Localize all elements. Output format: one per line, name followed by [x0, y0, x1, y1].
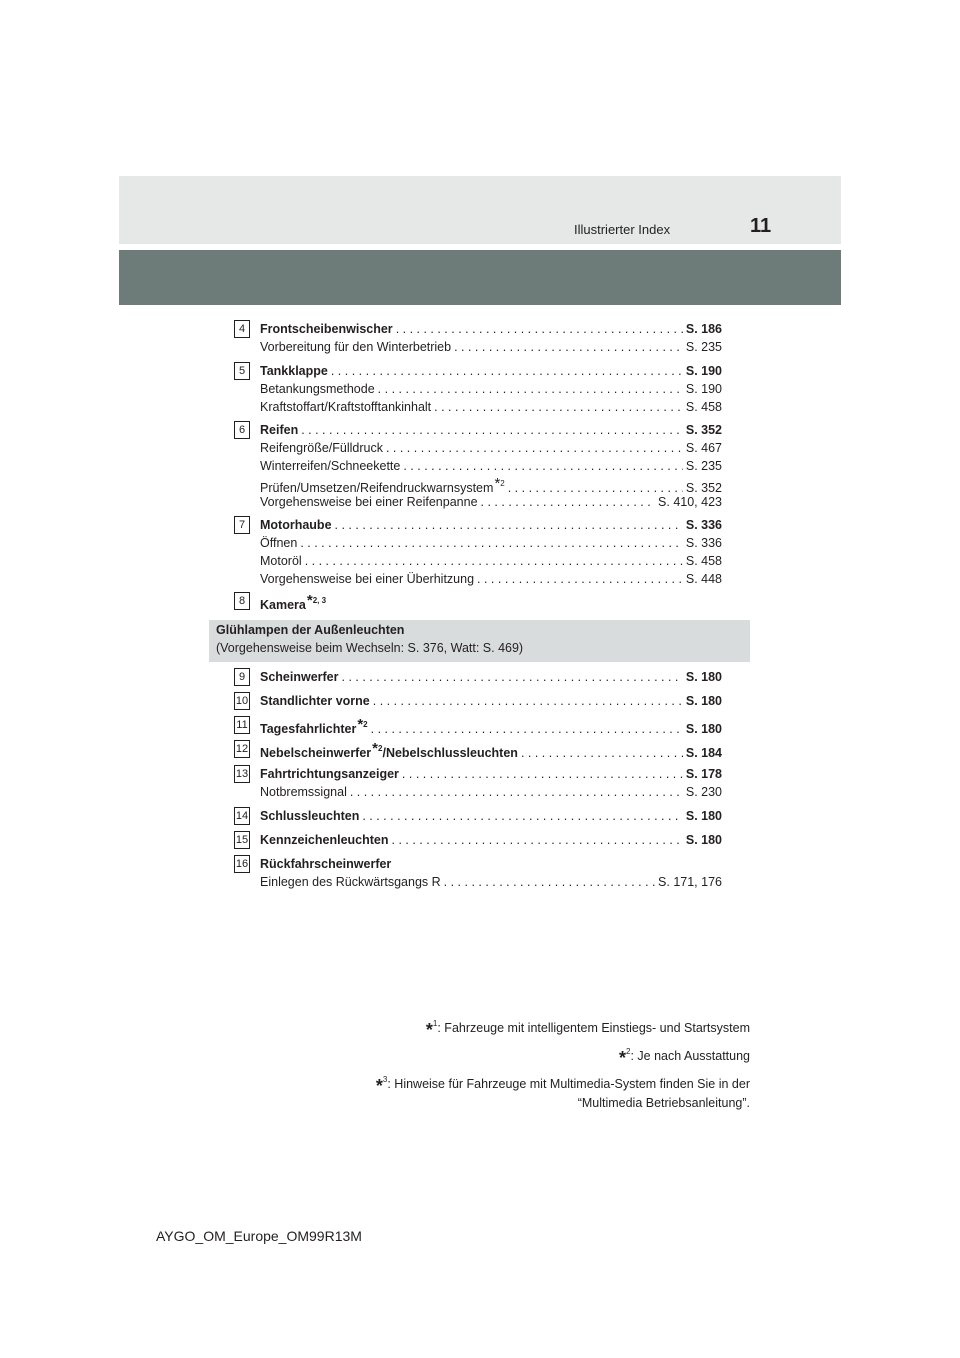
entry-text: Motoröl: [260, 554, 302, 568]
entry-heading[interactable]: [260, 592, 722, 610]
item-number-badge: 15: [234, 831, 250, 849]
entry-text: Vorgehensweise bei einer Überhitzung: [260, 572, 475, 586]
asterisk-icon: *: [372, 740, 379, 757]
entry-heading[interactable]: [260, 765, 722, 783]
entry-subitem[interactable]: [260, 534, 722, 552]
entry-text: Vorgehensweise bei einer Reifenpanne: [260, 495, 478, 509]
page-reference: S. 410, 423: [658, 495, 722, 509]
index-entry: [234, 692, 722, 710]
dot-leader: [454, 338, 683, 356]
entry-subitem[interactable]: [260, 783, 722, 801]
entry-subitem[interactable]: [260, 439, 722, 457]
item-number-badge: 10: [234, 692, 250, 710]
entry-text: Kennzeichenleuchten: [260, 833, 389, 847]
entry-text: Öffnen: [260, 536, 298, 550]
footnote-marker: *2: [494, 475, 505, 492]
entry-text: Rückfahrscheinwerfer: [260, 857, 392, 871]
entry-text: Einlegen des Rückwärtsgangs R: [260, 875, 441, 889]
page-number: 11: [750, 215, 772, 237]
dot-leader: [300, 534, 683, 552]
index-entry: [234, 668, 722, 686]
entry-text: Tankklappe: [260, 364, 328, 378]
header-band: [119, 176, 841, 244]
asterisk-icon: *: [375, 1076, 383, 1096]
entry-text: Notbremssignal: [260, 785, 347, 799]
entry-text: Kraftstoffart/Kraftstofftankinhalt: [260, 400, 432, 414]
entry-heading[interactable]: [260, 320, 722, 338]
entry-heading[interactable]: [260, 362, 722, 380]
footnote-number: 1: [432, 1019, 438, 1028]
footnote-number: 3: [382, 1075, 388, 1084]
dot-leader: [521, 744, 683, 762]
bulb-box-subtitle: (Vorgehensweise beim Wechseln: S. 376, Watt: S. 469): [216, 641, 524, 655]
index-entry: [234, 740, 722, 758]
index-entry: [234, 716, 722, 734]
entry-text: Kamera$^{*2, 3}$: [260, 592, 327, 612]
page-reference: S. 336: [685, 536, 722, 550]
entry-heading[interactable]: [260, 807, 722, 825]
entry-subitem[interactable]: [260, 338, 722, 356]
index-entry: [234, 592, 722, 610]
footnotes: [190, 1015, 750, 1116]
page-reference: S. 352: [685, 423, 722, 437]
dot-leader: [335, 516, 683, 534]
dot-leader: [371, 720, 683, 738]
entry-heading[interactable]: [260, 516, 722, 534]
index-entry: [234, 831, 722, 849]
page-reference: S. 184: [685, 746, 722, 760]
page-reference: S. 180: [685, 694, 722, 708]
dot-leader: [301, 421, 683, 439]
footnote: *$^3$: Hinweise für Fahrzeuge mit Multimedia-System finden Sie in der “Multimedia Betriebsanleitung”.: [375, 1075, 750, 1110]
dot-leader: [396, 320, 683, 338]
page-reference: S. 235: [685, 340, 722, 354]
section-title: Illustrierter Index: [574, 222, 671, 237]
entry-subitem[interactable]: [260, 873, 722, 891]
entry-subitem[interactable]: [260, 457, 722, 475]
entry-text: Winterreifen/Schneekette: [260, 459, 401, 473]
entry-subitem[interactable]: [260, 493, 722, 511]
index-entry: [234, 516, 722, 588]
dot-leader: [403, 457, 683, 475]
entry-text: Nebelscheinwerfer$^{*2}$/Nebelschlussleuchten: [260, 740, 518, 760]
item-number-badge: 4: [234, 320, 250, 338]
bulb-info-box: [209, 620, 750, 662]
dot-leader: [362, 807, 683, 825]
asterisk-icon: *: [306, 592, 313, 609]
page-reference: S. 235: [685, 459, 722, 473]
dot-leader: [444, 873, 655, 891]
page-reference: S. 171, 176: [658, 875, 722, 889]
index-entry: [234, 855, 722, 891]
entry-text: Betankungsmethode: [260, 382, 375, 396]
page-reference: S. 448: [685, 572, 722, 586]
entry-heading[interactable]: [260, 855, 722, 873]
page-reference: S. 180: [685, 833, 722, 847]
item-number-badge: 9: [234, 668, 250, 686]
footnote-marker: *2: [357, 716, 368, 733]
page-reference: S. 336: [685, 518, 722, 532]
entry-text: Prüfen/Umsetzen/Reifendruckwarnsystem$^{*2}$: [260, 475, 505, 495]
asterisk-icon: *: [494, 475, 501, 492]
item-number-badge: 7: [234, 516, 250, 534]
page-reference: S. 458: [685, 554, 722, 568]
dot-leader: [434, 398, 683, 416]
dot-leader: [378, 380, 683, 398]
entry-subitem[interactable]: [260, 475, 722, 493]
item-number-badge: 8: [234, 592, 250, 610]
asterisk-icon: *: [619, 1048, 627, 1068]
dot-leader: [350, 783, 683, 801]
entry-text: Vorbereitung für den Winterbetrieb: [260, 340, 452, 354]
entry-heading[interactable]: [260, 740, 722, 758]
entry-text: Standlichter vorne: [260, 694, 370, 708]
page-reference: S. 467: [685, 441, 722, 455]
dot-leader: [305, 552, 683, 570]
entry-heading[interactable]: [260, 716, 722, 734]
header-dark-band: [119, 250, 841, 305]
entry-heading[interactable]: [260, 831, 722, 849]
footnote-marker: *2, 3: [306, 592, 327, 609]
asterisk-icon: *: [357, 716, 364, 733]
entry-text: Schlussleuchten: [260, 809, 360, 823]
dot-leader: [477, 570, 683, 588]
index-entry: [234, 765, 722, 801]
entry-subitem[interactable]: [260, 398, 722, 416]
item-number-badge: 14: [234, 807, 250, 825]
page-reference: S. 180: [685, 809, 722, 823]
footnote-marker: *2: [372, 740, 383, 757]
index-entry: [234, 807, 722, 825]
dot-leader: [331, 362, 683, 380]
dot-leader: [481, 493, 656, 511]
footnote: *$^2$: Je nach Ausstattung: [619, 1047, 750, 1068]
entry-text: Reifengröße/Fülldruck: [260, 441, 383, 455]
entry-text: Frontscheibenwischer: [260, 322, 393, 336]
entry-heading[interactable]: [260, 421, 722, 439]
item-number-badge: 11: [234, 716, 250, 734]
page-reference: S. 352: [685, 481, 722, 495]
entry-text: Reifen: [260, 423, 299, 437]
index-entry: [234, 320, 722, 356]
index-entry: [234, 362, 722, 416]
dot-leader: [402, 765, 683, 783]
index-entry: [234, 421, 722, 511]
dot-leader: [386, 439, 683, 457]
page-reference: S. 178: [685, 767, 722, 781]
entry-subitem[interactable]: [260, 552, 722, 570]
item-number-badge: 6: [234, 421, 250, 439]
document-code: AYGO_OM_Europe_OM99R13M: [156, 1228, 362, 1244]
entry-text: Tagesfahrlichter$^{*2}$: [260, 716, 368, 736]
page-reference: S. 180: [685, 670, 722, 684]
item-number-badge: 5: [234, 362, 250, 380]
item-number-badge: 12: [234, 740, 250, 758]
asterisk-icon: *: [425, 1020, 433, 1040]
footnote: *$^1$: Fahrzeuge mit intelligentem Einstiegs- und Startsystem: [425, 1019, 750, 1040]
entry-text: Fahrtrichtungsanzeiger: [260, 767, 399, 781]
entry-heading[interactable]: [260, 692, 722, 710]
entry-heading[interactable]: [260, 668, 722, 686]
dot-leader: [342, 668, 683, 686]
bulb-box-title: Glühlampen der Außenleuchten: [216, 623, 405, 637]
page-reference: S. 186: [685, 322, 722, 336]
dot-leader: [373, 692, 683, 710]
item-number-badge: 13: [234, 765, 250, 783]
dot-leader: [392, 831, 683, 849]
item-number-badge: 16: [234, 855, 250, 873]
entry-subitem[interactable]: [260, 570, 722, 588]
page-reference: S. 190: [685, 364, 722, 378]
page-reference: S. 458: [685, 400, 722, 414]
entry-text: Motorhaube: [260, 518, 332, 532]
page-reference: S. 230: [685, 785, 722, 799]
page-reference: S. 190: [685, 382, 722, 396]
page-reference: S. 180: [685, 722, 722, 736]
footnote-number: 2: [626, 1047, 631, 1056]
entry-text: Scheinwerfer: [260, 670, 339, 684]
entry-subitem[interactable]: [260, 380, 722, 398]
